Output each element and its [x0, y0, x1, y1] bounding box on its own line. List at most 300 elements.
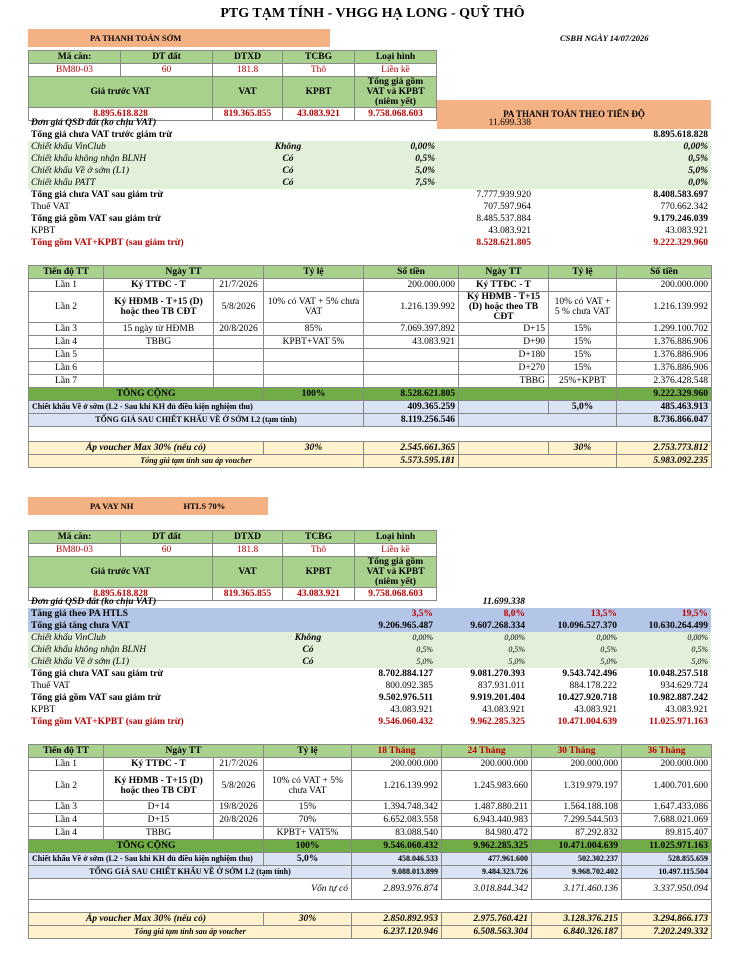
cell: [268, 692, 348, 704]
cell: 8.485.537.884: [476, 214, 531, 224]
cell: [338, 129, 438, 141]
cell: Không: [294, 633, 322, 643]
cell: Lần 1: [29, 758, 104, 771]
cell: 1.299.100.702: [617, 323, 712, 336]
cell: 934.629.724: [660, 681, 708, 691]
cell: 13,5%: [590, 609, 617, 619]
cell: 9.546.060.432: [352, 840, 442, 853]
cell: 9.962.285.325: [442, 840, 532, 853]
cell: 9.222.329.960: [617, 388, 712, 401]
cell: 8.895.618.828: [29, 588, 213, 601]
s2-total-increase-row: [28, 620, 711, 632]
cell: [534, 237, 614, 249]
s2-value-row: [28, 680, 711, 692]
cell: 502.302.237: [532, 853, 622, 866]
cell: 83.088.540: [352, 827, 442, 840]
cell: 24 Tháng: [442, 745, 532, 758]
cell: Áp voucher Max 30% (nếu có): [29, 913, 264, 926]
cell: 85%: [264, 323, 364, 336]
cell: 9.543.742.496: [562, 669, 617, 679]
cell: [29, 900, 712, 913]
cell: [528, 596, 620, 608]
cell: Thuế VAT: [31, 202, 70, 212]
cell: TỔNG GIÁ SAU CHIẾT KHẤU VỀ Ở SỚM L2 (tạm tính): [29, 414, 364, 427]
cell: 6.508.563.304: [442, 926, 532, 939]
s2-schedule-row: [29, 801, 712, 814]
cell: 884.178.222: [569, 681, 617, 691]
cell: [238, 225, 338, 237]
cell: Chiết khấu Về ở sớm (L2 - Sau khi KH đủ điều kiện nghiệm thu): [29, 853, 264, 866]
cell: [268, 716, 348, 728]
cell: [364, 349, 459, 362]
cell: [238, 129, 338, 141]
cell: Chiết khấu Về ở sớm (L2 - Sau khi KH đủ điều kiện nghiệm thu): [29, 401, 364, 414]
cell: [268, 596, 348, 608]
cell: Ký HĐMB - T+15 (D) hoặc theo TB CĐT: [459, 292, 549, 323]
cell: 5,0%: [549, 401, 617, 414]
cell: Đơn giá QSD đất (ko chịu VAT): [31, 118, 157, 128]
cell: 100%: [264, 840, 352, 853]
cell: TỔNG GIÁ SAU CHIẾT KHẤU VỀ Ở SỚM L2 (tạm tính): [29, 866, 352, 879]
s2-discount-row: [28, 644, 711, 656]
cell: 3.128.376.215: [532, 913, 622, 926]
date-label: CSBH NGÀY 14/07/2026: [560, 33, 649, 43]
cell: Có: [302, 645, 314, 655]
cell: Lần 3: [29, 323, 104, 336]
s2-info-values: [29, 544, 437, 557]
cell: Không: [274, 142, 302, 152]
cell: 1.394.748.342: [352, 801, 442, 814]
s2-schedule-row: [29, 827, 712, 840]
cell: D+15: [459, 323, 549, 336]
cell: Lần 4: [29, 814, 104, 827]
cell: Lần 5: [29, 349, 104, 362]
cell: 43.083.921: [665, 705, 708, 715]
cell: 10.982.887.242: [648, 693, 708, 703]
cell: Có: [282, 154, 294, 164]
cell: 70%: [264, 814, 352, 827]
s1-schedule-table: [28, 265, 712, 468]
cell: Ký TTĐC - T: [104, 279, 214, 292]
cell: Giá trước VAT: [29, 77, 213, 108]
cell: 20/8/2026: [214, 814, 264, 827]
cell: 528.855.659: [622, 853, 712, 866]
cell: 6.652.083.558: [352, 814, 442, 827]
cell: KPBT+VAT 5%: [264, 336, 364, 349]
cell: 819.365.855: [213, 588, 283, 601]
cell: 3.171.460.136: [532, 879, 622, 900]
cell: 0,5%: [691, 645, 708, 654]
cell: [534, 117, 614, 129]
cell: 8,0%: [503, 609, 525, 619]
cell: 0,00%: [687, 633, 708, 642]
s1-calc-row: [28, 189, 711, 201]
cell: Tổng giá chưa VAT sau giảm trừ: [31, 669, 164, 679]
cell: 0,5%: [600, 645, 617, 654]
cell: 30 Tháng: [532, 745, 622, 758]
cell: Tỷ lệ: [264, 266, 364, 279]
cell: 6.840.326.187: [532, 926, 622, 939]
cell: 60: [121, 544, 213, 557]
cell: 3.337.950.094: [622, 879, 712, 900]
cell: 6.237.120.946: [352, 926, 442, 939]
cell: VAT: [213, 77, 283, 108]
cell: Tỷ lệ: [549, 266, 617, 279]
cell: [348, 596, 436, 608]
s1-calc-row: [28, 129, 711, 141]
s2-voucher-row: [29, 913, 712, 926]
cell: Thô: [283, 544, 355, 557]
cell: Mã căn:: [29, 531, 121, 544]
s2-total-row: [29, 840, 712, 853]
s2-discount-row: [28, 656, 711, 668]
s2-schedule-row: [29, 814, 712, 827]
s1-discount-row: [29, 401, 712, 414]
cell: [364, 362, 459, 375]
cell: Ký TTĐC - T: [459, 279, 549, 292]
cell: 8.528.621.805: [364, 388, 459, 401]
cell: 15 ngày từ HĐMB: [104, 323, 214, 336]
cell: [268, 680, 348, 692]
s2-price-head: [29, 557, 437, 588]
cell: 43.083.921: [488, 226, 531, 236]
cell: 9.962.285.325: [470, 717, 525, 727]
cell: 1.216.139.992: [364, 292, 459, 323]
cell: 1.647.433.086: [622, 801, 712, 814]
cell: 1.216.139.992: [352, 771, 442, 801]
cell: 18 Tháng: [352, 745, 442, 758]
cell: 1.400.701.600: [622, 771, 712, 801]
cell: [459, 401, 549, 414]
cell: TBBG: [104, 336, 214, 349]
cell: [534, 225, 614, 237]
cell: 11.025.971.163: [622, 840, 712, 853]
cell: Tăng giá theo PA HTLS: [31, 609, 128, 619]
cell: 30%: [264, 913, 352, 926]
cell: 15%: [549, 349, 617, 362]
cell: [214, 375, 264, 388]
cell: Liền kề: [355, 64, 437, 77]
cell: 84.980.472: [442, 827, 532, 840]
s2-info-head: [29, 531, 437, 544]
cell: 0,00%: [412, 633, 433, 642]
cell: Ngày TT: [104, 266, 264, 279]
cell: TỔNG CỘNG: [29, 388, 264, 401]
cell: 181.8: [213, 64, 283, 77]
cell: Tổng giá gồm VAT và KPBT (niêm yết): [355, 557, 437, 588]
s1-calc-row: [28, 201, 711, 213]
cell: 0,00%: [504, 633, 525, 642]
s2-value-row: [28, 716, 711, 728]
cell: Tổng gồm VAT+KPBT (sau giảm trừ): [31, 238, 184, 248]
cell: KPBT: [31, 705, 56, 715]
cell: DTXD: [213, 51, 283, 64]
s1-calc-row: [28, 177, 711, 189]
s2-final-row: [29, 926, 712, 939]
cell: BM80-03: [29, 64, 121, 77]
cell: [438, 177, 534, 189]
cell: 10.048.257.518: [648, 669, 708, 679]
cell: 15%: [549, 362, 617, 375]
cell: Vốn tự có: [29, 879, 352, 900]
cell: [364, 375, 459, 388]
s1-calc-table: [28, 117, 711, 249]
cell: [104, 375, 214, 388]
s2-schedule-table: [28, 744, 712, 939]
cell: 100%: [264, 388, 364, 401]
cell: 5/8/2026: [214, 292, 264, 323]
s2-qsd-row: [28, 596, 711, 608]
cell: DT đất: [121, 51, 213, 64]
cell: 60: [121, 64, 213, 77]
cell: 43.083.921: [482, 705, 525, 715]
cell: 0,00%: [410, 142, 435, 152]
cell: 181.8: [213, 544, 283, 557]
cell: 8.736.866.047: [617, 414, 712, 427]
section2-title: PA VAY NH: [90, 501, 134, 511]
cell: 43.083.921: [283, 588, 355, 601]
cell: 30%: [549, 442, 617, 455]
cell: [238, 201, 338, 213]
cell: 19/8/2026: [214, 801, 264, 814]
cell: [238, 237, 338, 249]
page-title: PTG TẠM TÍNH - VHGG HẠ LONG - QUỸ THÔ: [220, 6, 525, 21]
cell: 43.083.921: [390, 705, 433, 715]
cell: 200.000.000: [622, 758, 712, 771]
cell: Tổng gồm VAT+KPBT (sau giảm trừ): [31, 717, 184, 727]
cell: Lần 7: [29, 375, 104, 388]
cell: [264, 375, 364, 388]
cell: 1.564.188.108: [532, 801, 622, 814]
cell: TBBG: [459, 375, 549, 388]
s1-calc-row: [28, 117, 711, 129]
cell: [238, 189, 338, 201]
cell: 36 Tháng: [622, 745, 712, 758]
s1-schedule-row: [29, 375, 712, 388]
cell: 1.376.886.906: [617, 362, 712, 375]
s1-info-table: [28, 50, 437, 121]
cell: Tiến độ TT: [29, 266, 104, 279]
cell: Có: [282, 166, 294, 176]
cell: [338, 213, 438, 225]
s2-after-row: [29, 866, 712, 879]
cell: 5/8/2026: [214, 771, 264, 801]
cell: Lần 1: [29, 279, 104, 292]
cell: [338, 237, 438, 249]
cell: 10% có VAT + 5% chưa VAT: [264, 771, 352, 801]
cell: 0,5%: [416, 645, 433, 654]
cell: KPBT+ VAT5%: [264, 827, 352, 840]
cell: Thô: [283, 64, 355, 77]
s1-schedule-row: [29, 279, 712, 292]
cell: Lần 2: [29, 771, 104, 801]
cell: [438, 129, 534, 141]
cell: Lần 6: [29, 362, 104, 375]
cell: 5,0%: [415, 166, 435, 176]
cell: 89.815.407: [622, 827, 712, 840]
s1-calc-row: [28, 141, 711, 153]
cell: 8.408.583.697: [653, 190, 708, 200]
cell: 2.893.976.874: [352, 879, 442, 900]
s2-calc-table: [28, 596, 711, 728]
cell: 9.607.268.334: [470, 621, 525, 631]
cell: 458.046.533: [352, 853, 442, 866]
cell: Lần 4: [29, 336, 104, 349]
cell: TCBG: [283, 51, 355, 64]
s2-info-table: [28, 530, 437, 601]
cell: 200.000.000: [532, 758, 622, 771]
cell: Chiết khấu Về ở sớm (L1): [31, 657, 130, 667]
s2-discount-row: [28, 632, 711, 644]
cell: 9.919.201.404: [470, 693, 525, 703]
cell: Mã căn:: [29, 51, 121, 64]
cell: 15%: [264, 801, 352, 814]
cell: [438, 165, 534, 177]
cell: [214, 362, 264, 375]
s1-after-row: [29, 414, 712, 427]
s1-calc-row: [28, 153, 711, 165]
cell: [268, 620, 348, 632]
cell: 5,0%: [508, 657, 525, 666]
cell: [104, 349, 214, 362]
cell: 6.943.440.983: [442, 814, 532, 827]
cell: Có: [302, 657, 314, 667]
cell: 2.545.661.365: [364, 442, 459, 455]
cell: Ký HĐMB - T+15 (D) hoặc theo TB CĐT: [104, 292, 214, 323]
s1-schedule-row: [29, 292, 712, 323]
section1-right-header: PA THANH TOÁN THEO TIẾN ĐỘ: [437, 100, 711, 129]
cell: DT đất: [121, 531, 213, 544]
section1-header: PA THANH TOÁN SỚM: [28, 29, 330, 47]
s2-discount-l2-row: [29, 853, 712, 866]
cell: BM80-03: [29, 544, 121, 557]
cell: 409.365.259: [364, 401, 459, 414]
cell: [238, 213, 338, 225]
cell: 5,0%: [688, 166, 708, 176]
cell: 1.376.886.906: [617, 349, 712, 362]
cell: 9.081.270.393: [470, 669, 525, 679]
cell: KPBT: [283, 557, 355, 588]
cell: [534, 153, 614, 165]
cell: 7.777.939.920: [476, 190, 531, 200]
cell: Loại hình: [355, 51, 437, 64]
s1-schedule-head: [29, 266, 712, 279]
cell: 9.758.068.603: [355, 108, 437, 121]
cell: 43.083.921: [665, 226, 708, 236]
spacer: [29, 427, 712, 442]
cell: Tổng giá gồm VAT sau giảm trừ: [31, 214, 161, 224]
cell: [104, 362, 214, 375]
s1-voucher-row: [29, 442, 712, 455]
cell: Chiết khấu VinClub: [31, 142, 106, 152]
cell: Đơn giá QSD đất (ko chịu VAT): [31, 597, 157, 607]
cell: 485.463.913: [617, 401, 712, 414]
cell: Tổng giá tạm tính sau áp voucher: [29, 455, 364, 468]
cell: Loại hình: [355, 531, 437, 544]
cell: 800.092.385: [385, 681, 433, 691]
cell: [268, 608, 348, 620]
cell: 7,5%: [415, 178, 435, 188]
cell: [338, 117, 438, 129]
cell: 9.222.329.960: [653, 238, 708, 248]
cell: Ký HĐMB - T+15 (D) hoặc theo TB CĐT: [104, 771, 214, 801]
cell: 11.025.971.163: [649, 717, 708, 727]
cell: 200.000.000: [617, 279, 712, 292]
cell: 0,00%: [683, 142, 708, 152]
cell: 10.471.004.639: [557, 717, 617, 727]
cell: 0,00%: [596, 633, 617, 642]
cell: 43.083.921: [574, 705, 617, 715]
cell: [534, 129, 614, 141]
cell: 0,5%: [508, 645, 525, 654]
cell: 15%: [549, 323, 617, 336]
s2-value-row: [28, 668, 711, 680]
cell: 11.699.338: [488, 118, 531, 128]
cell: 9.088.013.899: [352, 866, 442, 879]
cell: Ký TTĐC - T: [104, 758, 214, 771]
cell: Giá trước VAT: [29, 557, 213, 588]
s2-schedule-head: [29, 745, 712, 758]
cell: Chiết khấu không nhận BLNH: [31, 154, 147, 164]
cell: 15%: [549, 336, 617, 349]
cell: 2.850.892.953: [352, 913, 442, 926]
cell: [338, 201, 438, 213]
cell: 10% có VAT + 5% chưa VAT: [264, 292, 364, 323]
cell: Tiến độ TT: [29, 745, 104, 758]
cell: [534, 165, 614, 177]
cell: 0,5%: [415, 154, 435, 164]
cell: KPBT: [283, 77, 355, 108]
cell: 477.961.600: [442, 853, 532, 866]
cell: Tổng giá gồm VAT và KPBT (niêm yết): [355, 77, 437, 108]
cell: TBBG: [104, 827, 214, 840]
cell: [214, 827, 264, 840]
s1-calc-row: [28, 213, 711, 225]
cell: KPBT: [31, 226, 56, 236]
cell: Có: [282, 178, 294, 188]
cell: [238, 117, 338, 129]
spacer: [29, 900, 712, 913]
cell: Ngày TT: [104, 745, 264, 758]
cell: 3,5%: [411, 609, 433, 619]
cell: 10.427.920.718: [557, 693, 617, 703]
cell: 9.206.965.487: [378, 621, 433, 631]
section2-subtitle: HTLS 70%: [183, 501, 226, 511]
cell: [459, 455, 617, 468]
cell: 10.471.004.639: [532, 840, 622, 853]
s1-schedule-row: [29, 362, 712, 375]
cell: D+14: [104, 801, 214, 814]
cell: Tỷ lệ: [264, 745, 352, 758]
cell: [268, 668, 348, 680]
cell: 1.216.139.992: [617, 292, 712, 323]
cell: [264, 362, 364, 375]
cell: Số tiền: [364, 266, 459, 279]
cell: D+270: [459, 362, 549, 375]
cell: 9.758.068.603: [355, 588, 437, 601]
cell: [29, 427, 712, 442]
cell: [534, 141, 614, 153]
s1-info-head: [29, 51, 437, 64]
cell: 7.688.021.069: [622, 814, 712, 827]
cell: 200.000.000: [352, 758, 442, 771]
cell: Tổng giá gồm VAT sau giảm trừ: [31, 693, 161, 703]
cell: D+15: [104, 814, 214, 827]
cell: DTXD: [213, 531, 283, 544]
cell: Thuế VAT: [31, 681, 70, 691]
cell: Tổng giá tăng chưa VAT: [31, 621, 130, 631]
cell: Số tiền: [617, 266, 712, 279]
